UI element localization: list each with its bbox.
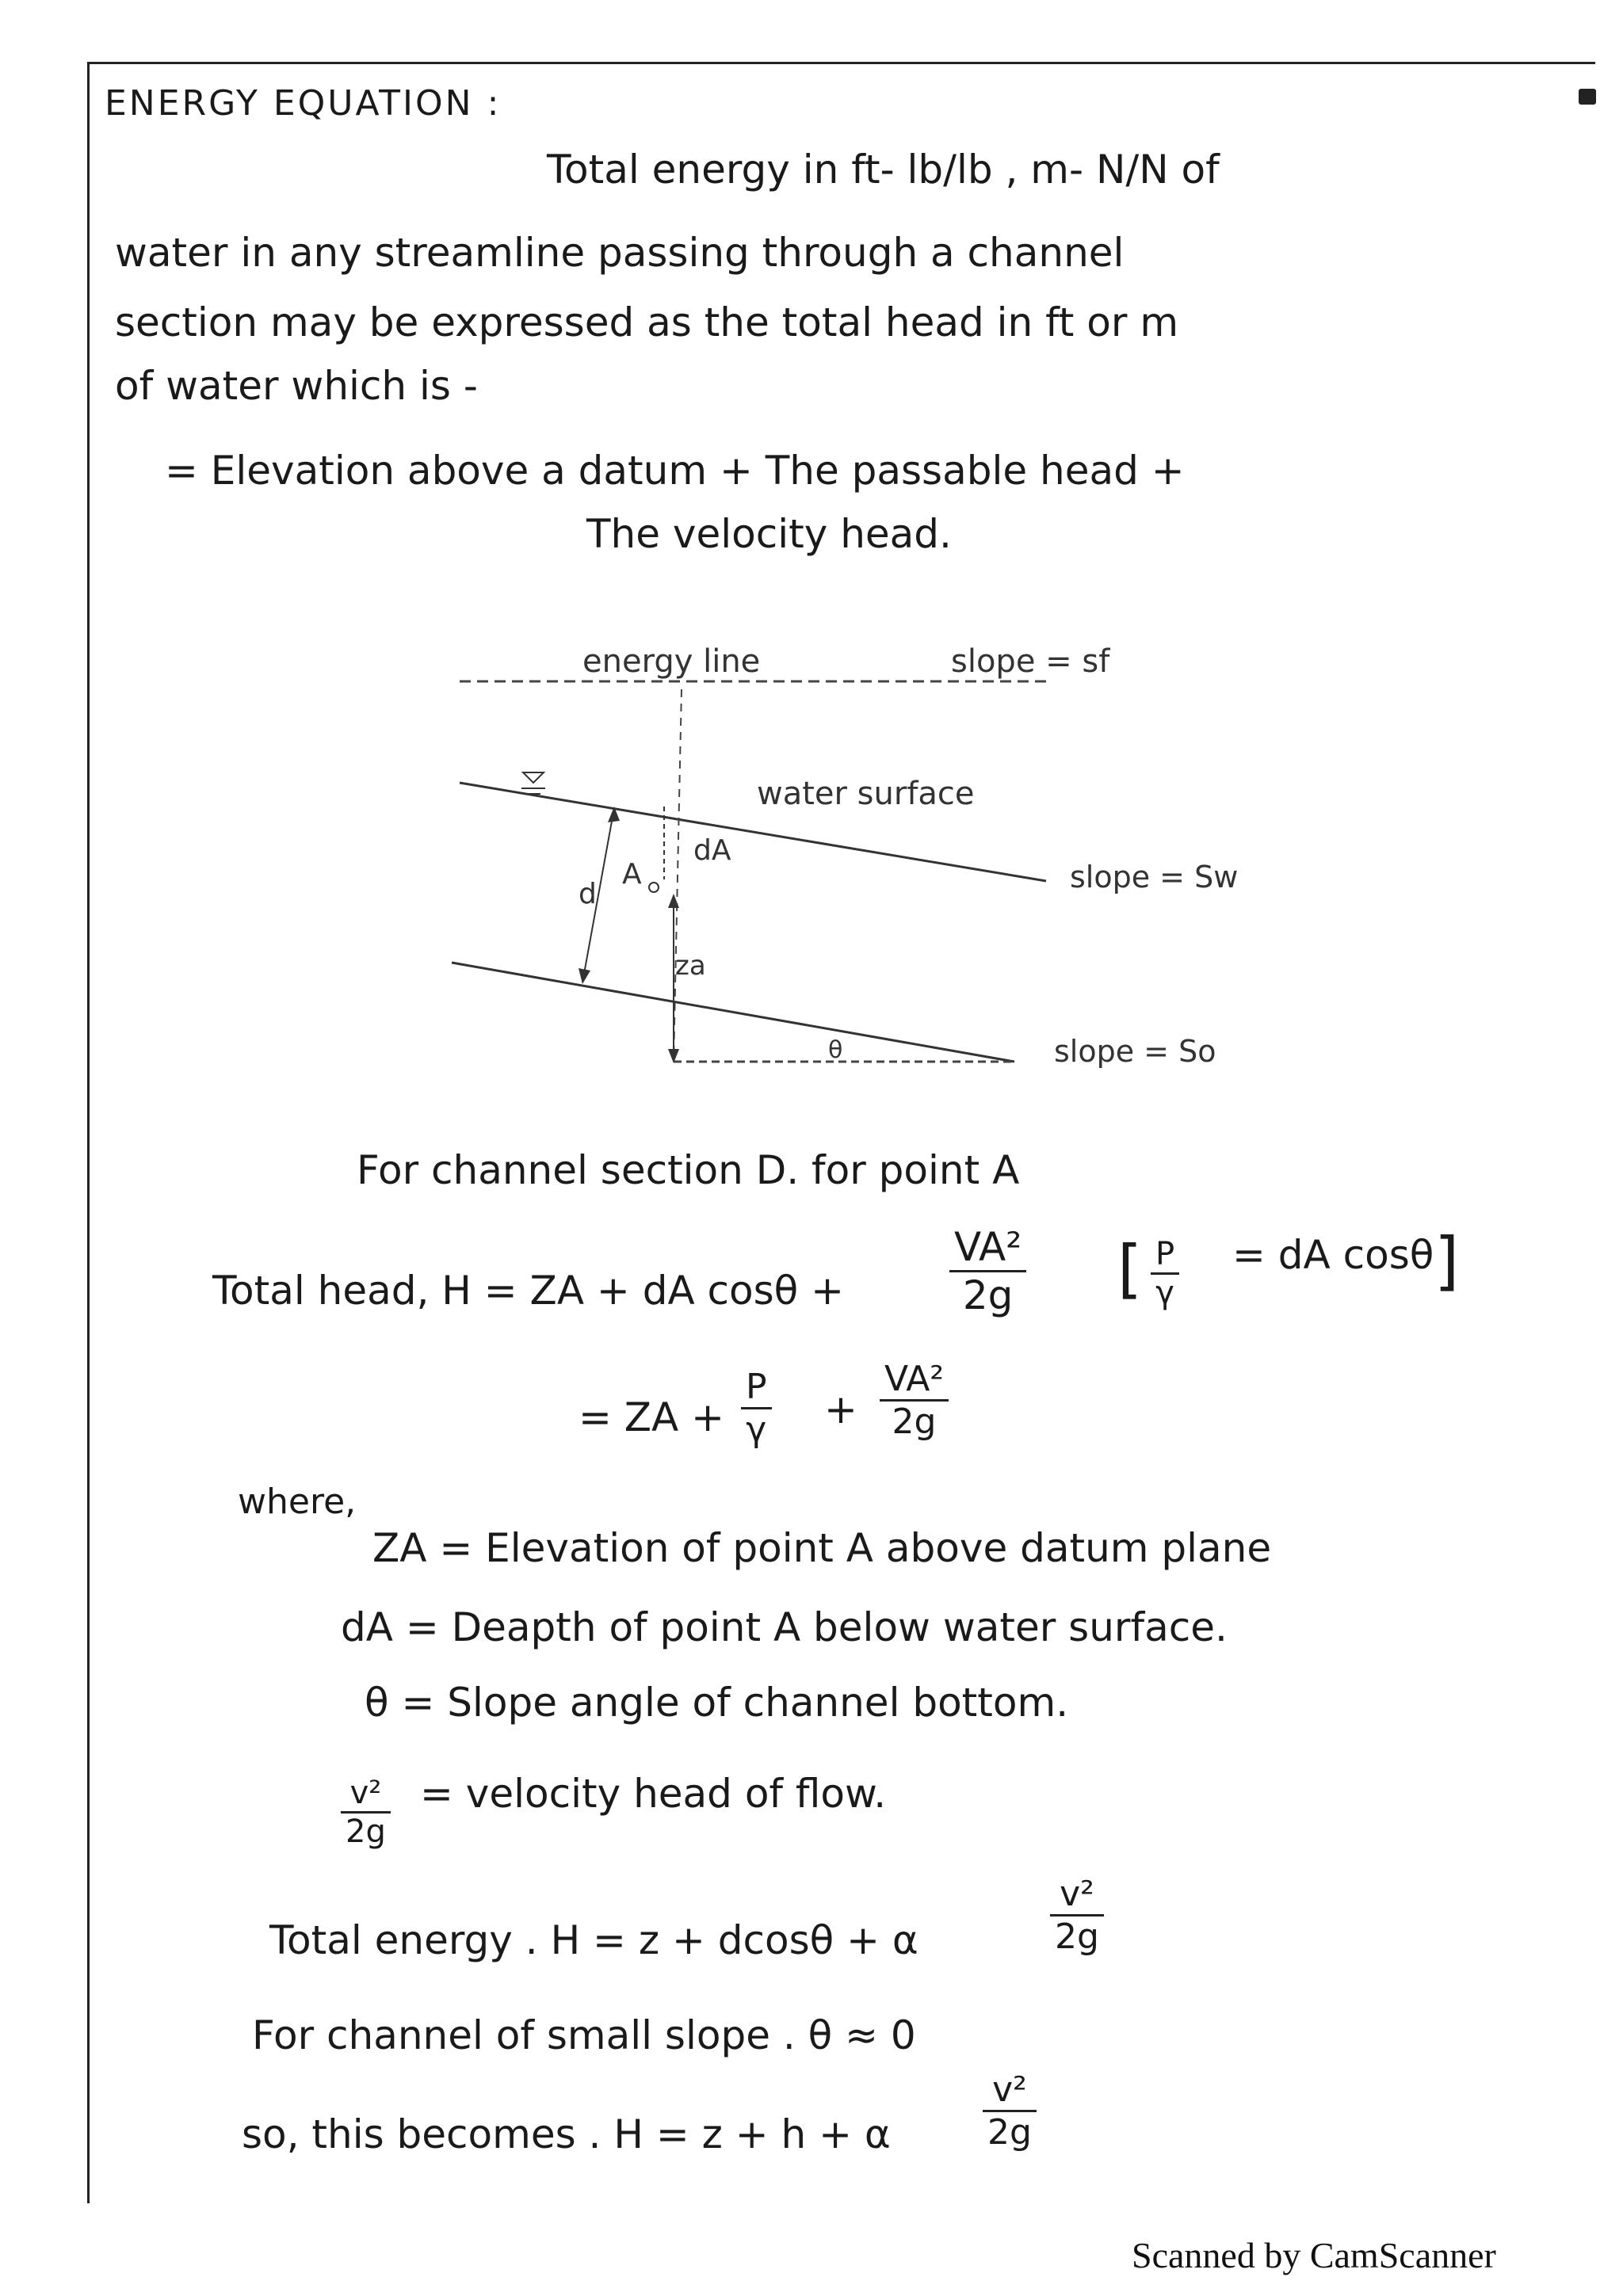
eq3-lhs: Total energy . H = z + dcosθ + α <box>269 1917 918 1963</box>
where-label: where, <box>238 1482 357 1522</box>
water-surface-label: water surface <box>757 776 975 812</box>
eq1-p-numerator: P <box>1155 1236 1175 1272</box>
slope-sw-label: slope = Sw <box>1070 860 1239 894</box>
definition-text: Deapth of point A below water surface. <box>451 1604 1228 1650</box>
eq2-v-denominator: 2g <box>880 1399 949 1442</box>
eq4-numerator: v² <box>992 2069 1027 2110</box>
eq2-v-numerator: VA² <box>884 1359 945 1399</box>
label-za: za <box>675 950 706 982</box>
definition-row <box>372 1525 1271 1571</box>
definition-symbol: dA = <box>341 1604 439 1650</box>
channel-bottom-line <box>452 963 1014 1062</box>
point-A-icon <box>649 883 659 892</box>
corner-marker-icon <box>1579 89 1596 105</box>
scanner-footer: Scanned by CamScanner <box>1132 2235 1496 2275</box>
intro-line-4: of water which is - <box>115 363 478 409</box>
channel-diagram <box>444 626 1316 1101</box>
definition-symbol: ZA = <box>372 1525 473 1571</box>
heading: ENERGY EQUATION : <box>105 83 502 124</box>
small-slope-text: For channel of small slope . θ ≈ 0 <box>252 2012 916 2058</box>
def4-denominator: 2g <box>341 1811 391 1850</box>
label-theta: θ <box>828 1036 843 1064</box>
eq4-lhs: so, this becomes . H = z + h + α <box>242 2111 891 2157</box>
eq1-bracket-rhs: = dA cosθ <box>1232 1232 1434 1278</box>
label-A: A <box>622 858 642 891</box>
def4-text: = velocity head of flow. <box>420 1771 887 1817</box>
def4-fraction <box>341 1775 391 1850</box>
definition-row <box>341 1604 1228 1650</box>
intro-line-1: Total energy in ft- lb/lb , m- N/N of <box>547 147 1220 193</box>
eq3-denominator: 2g <box>1050 1914 1104 1957</box>
water-level-icon <box>523 772 544 783</box>
intro-line-6: The velocity head. <box>586 511 952 557</box>
slope-sf-label: slope = sf <box>951 643 1110 680</box>
eq3-fraction <box>1050 1874 1104 1957</box>
label-d: d <box>579 878 597 910</box>
intro-line-3: section may be expressed as the total head in ft or m <box>115 299 1179 345</box>
label-dA: dA <box>693 834 731 867</box>
energy-line-label: energy line <box>582 643 761 680</box>
intro-line-2: water in any streamline passing through a channel <box>115 230 1125 276</box>
definition-text: Slope angle of channel bottom. <box>447 1680 1069 1726</box>
eq2-p-denominator: γ <box>741 1407 772 1450</box>
def4-numerator: v² <box>349 1775 382 1811</box>
eq4-denominator: 2g <box>983 2110 1037 2153</box>
vertical-dashed-line <box>674 689 682 1062</box>
eq1-denominator: 2g <box>949 1270 1026 1318</box>
definition-row <box>365 1680 1068 1726</box>
slope-so-label: slope = So <box>1054 1034 1216 1069</box>
eq2-lhs: = ZA + <box>579 1394 725 1440</box>
intro-line-5: = Elevation above a datum + The passable head + <box>165 448 1185 494</box>
eq4-fraction <box>983 2069 1037 2153</box>
eq1-p-denominator: γ <box>1151 1272 1179 1311</box>
eq1-bracket-open: [ <box>1117 1232 1143 1306</box>
eq1-p-fraction <box>1151 1236 1179 1311</box>
eq2-p-numerator: P <box>746 1367 767 1407</box>
definition-symbol: θ = <box>365 1680 435 1726</box>
eq1-numerator: VA² <box>954 1224 1022 1270</box>
eq2-plus: + <box>824 1386 857 1432</box>
section-text: For channel section D. for point A <box>357 1147 1020 1193</box>
eq3-numerator: v² <box>1060 1874 1094 1914</box>
eq2-p-fraction <box>741 1367 772 1450</box>
definition-text: Elevation of point A above datum plane <box>485 1525 1272 1571</box>
eq2-v-fraction <box>880 1359 949 1442</box>
eq1-lhs: Total head, H = ZA + dA cosθ + <box>212 1268 845 1314</box>
eq1-bracket-close: ] <box>1434 1224 1460 1298</box>
eq1-fraction <box>949 1224 1026 1318</box>
